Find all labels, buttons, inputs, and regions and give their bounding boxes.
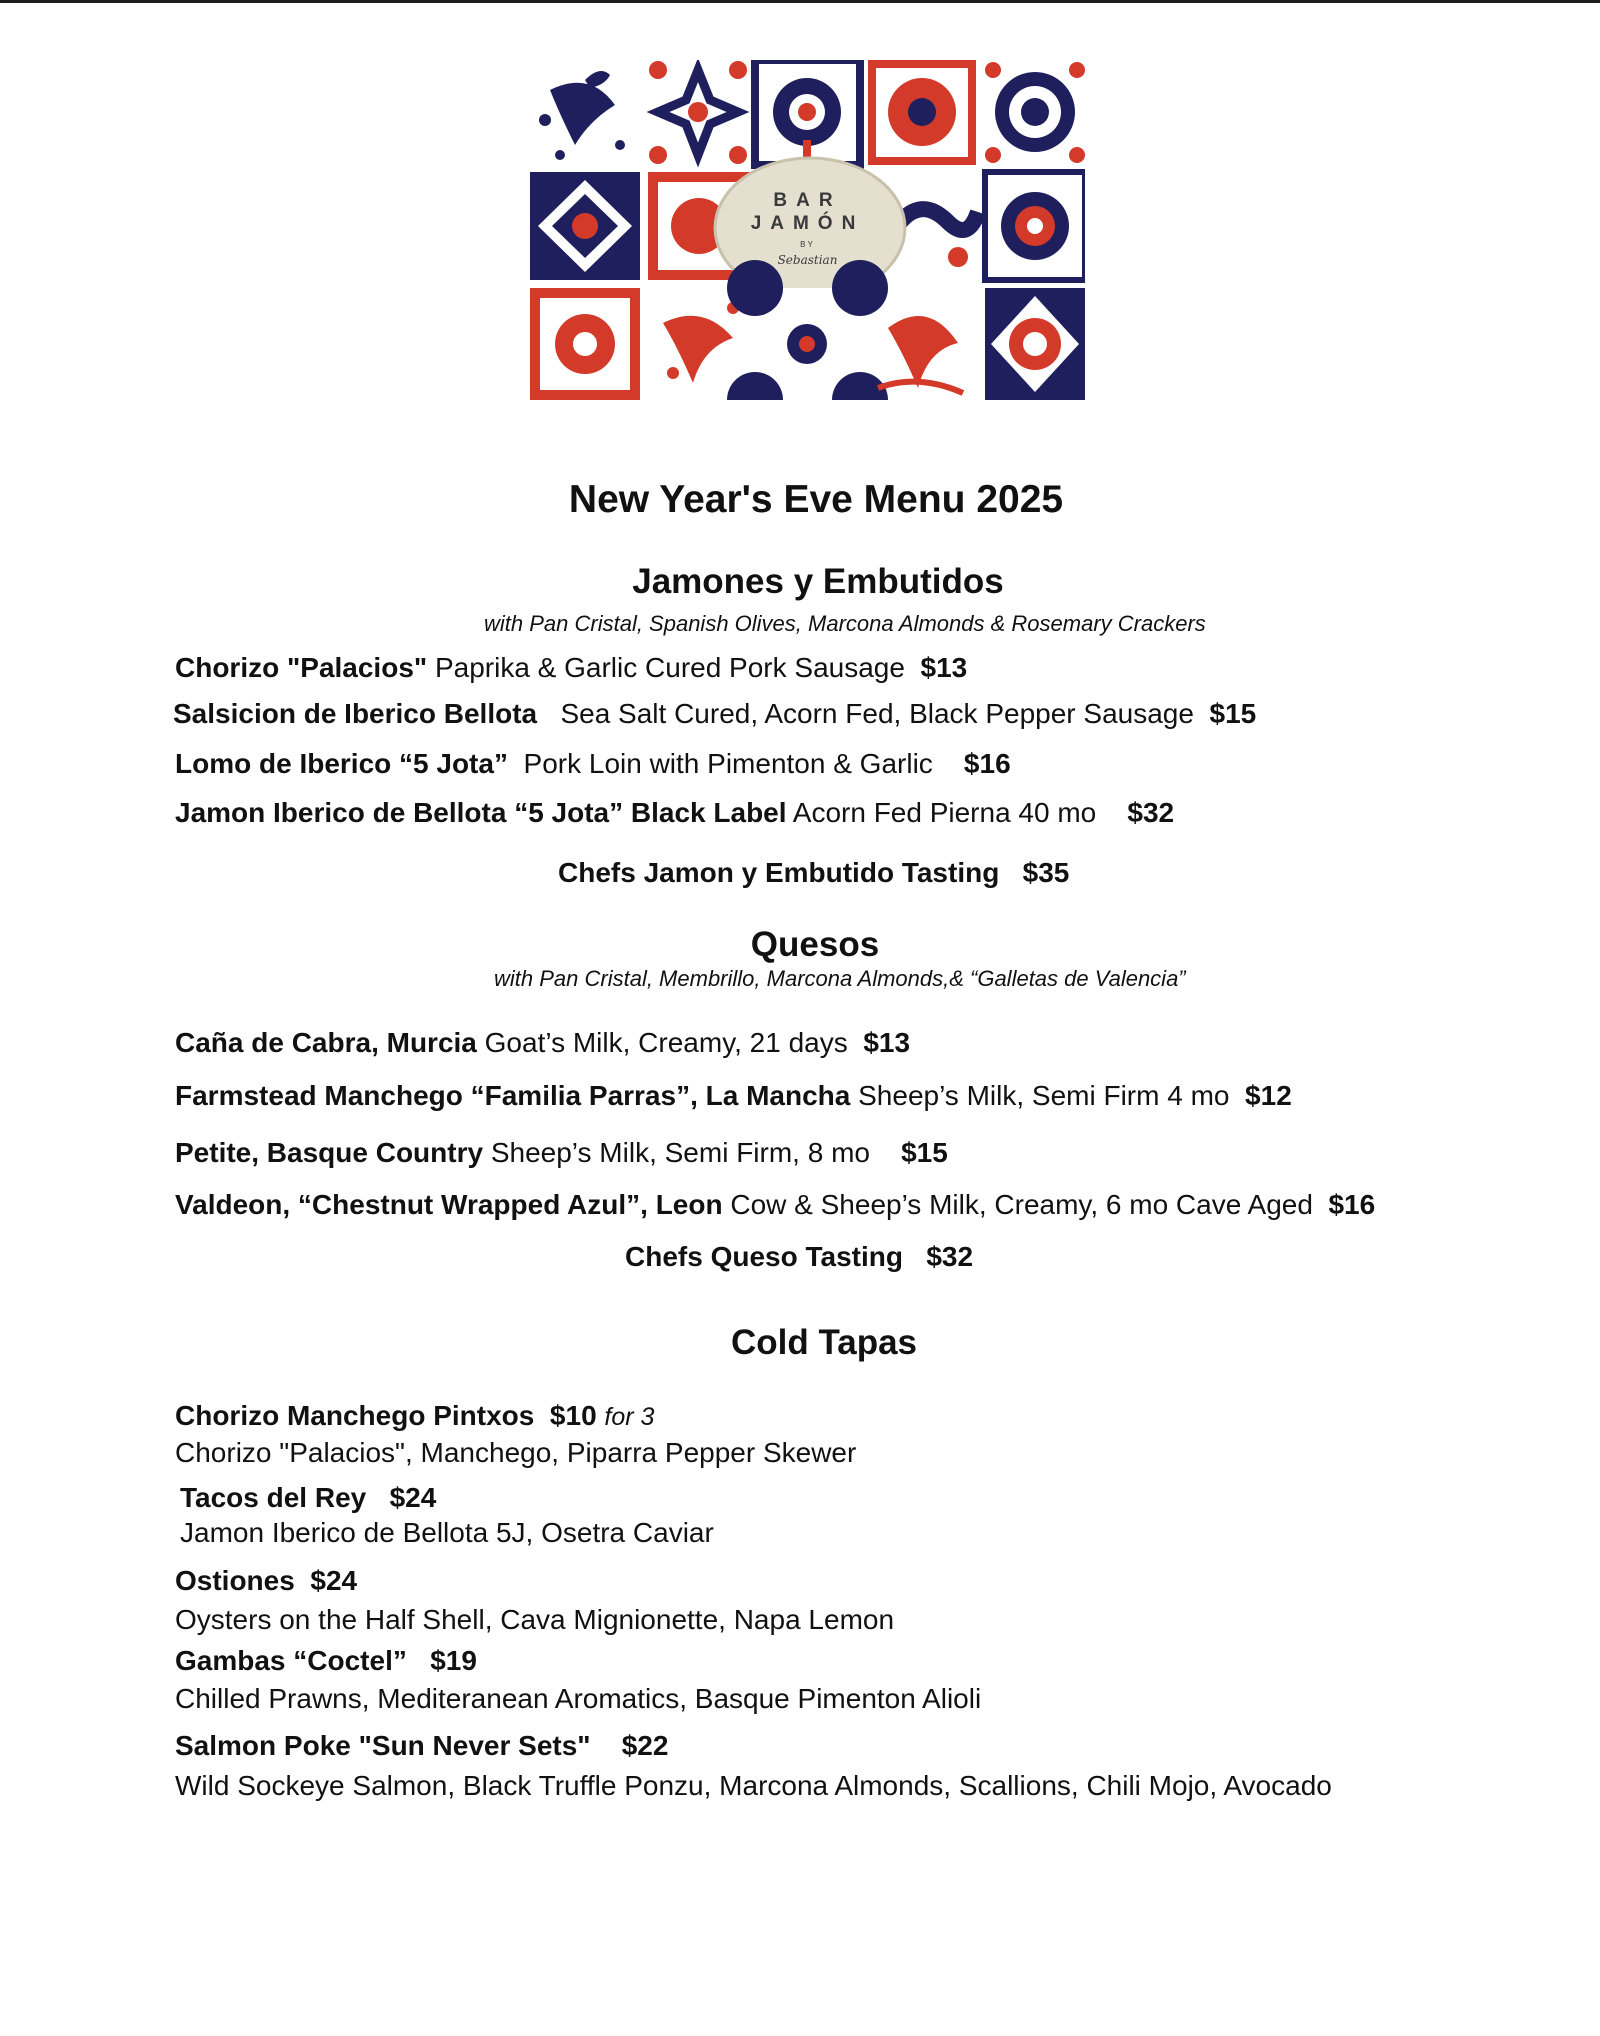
section-heading-jamones: Jamones y Embutidos <box>632 562 1004 601</box>
tapas-item-desc: Chilled Prawns, Mediteranean Aromatics, Basque Pimenton Alioli <box>175 1683 982 1714</box>
item-desc: Sheep’s Milk, Semi Firm 4 mo <box>850 1080 1230 1111</box>
item-price: $13 <box>920 652 968 683</box>
tapas-item-desc: Chorizo "Palacios", Manchego, Piparra Pepper Skewer <box>175 1437 857 1468</box>
logo-by: BY <box>800 240 815 249</box>
tile-bird-red <box>663 302 739 383</box>
menu-item <box>175 1080 1292 1112</box>
item-price: $19 <box>430 1645 477 1676</box>
tasting-quesos <box>625 1241 973 1273</box>
item-name: Salmon Poke "Sun Never Sets" <box>175 1730 591 1761</box>
item-price: $12 <box>1245 1080 1292 1111</box>
tasting-price: $32 <box>926 1241 974 1272</box>
menu-item <box>173 698 1256 730</box>
item-name: Gambas “Coctel” <box>175 1645 407 1676</box>
section-subheading-jamones: with Pan Cristal, Spanish Olives, Marcona Almonds & Rosemary Crackers <box>484 611 1206 636</box>
item-price: $24 <box>389 1482 437 1513</box>
item-name: Petite, Basque Country <box>175 1137 484 1168</box>
tile-red-flower <box>530 288 640 400</box>
tasting-name: Chefs Queso Tasting <box>625 1241 903 1272</box>
menu-item <box>175 797 1174 829</box>
section-heading-cold-tapas: Cold Tapas <box>730 1323 918 1362</box>
item-name: Ostiones <box>175 1565 295 1596</box>
item-desc: Sheep’s Milk, Semi Firm, 8 mo <box>483 1137 870 1168</box>
tile-flower-red <box>868 60 976 165</box>
item-price: $15 <box>901 1137 948 1168</box>
item-name: Chorizo Manchego Pintxos <box>175 1400 535 1431</box>
item-price: $24 <box>310 1565 358 1596</box>
logo-name-line2: JAMÓN <box>750 213 865 234</box>
item-desc: Sea Salt Cured, Acorn Fed, Black Pepper Sausage <box>560 698 1194 729</box>
logo-signature: Sebastian <box>777 253 838 267</box>
tapas-item-title <box>175 1400 654 1432</box>
tasting-name: Chefs Jamon y Embutido Tasting <box>558 857 1000 888</box>
menu-item <box>175 1189 1375 1221</box>
tapas-item-desc: Jamon Iberico de Bellota 5J, Osetra Caviar <box>180 1517 714 1548</box>
item-name: Farmstead Manchego “Familia Parras”, La Mancha <box>175 1080 851 1111</box>
menu-item <box>175 652 967 684</box>
tapas-item-desc: Oysters on the Half Shell, Cava Mignionette, Napa Lemon <box>175 1604 895 1635</box>
logo-name-line1: BAR <box>773 190 842 211</box>
menu-item <box>175 1027 910 1059</box>
item-desc: Pork Loin with Pimenton & Garlic <box>523 748 933 779</box>
tasting-jamones <box>558 857 1069 889</box>
item-name: Salsicion de Iberico Bellota <box>173 698 538 729</box>
item-name: Jamon Iberico de Bellota “5 Jota” Black Label <box>175 797 787 828</box>
tile-medallion <box>985 60 1085 165</box>
page-title: New Year's Eve Menu 2025 <box>568 478 1064 521</box>
item-note: for 3 <box>604 1403 655 1431</box>
tasting-price: $35 <box>1022 857 1070 888</box>
item-price: $10 <box>549 1400 597 1431</box>
item-price: $22 <box>621 1730 669 1761</box>
item-desc: Acorn Fed Pierna 40 mo <box>786 797 1097 828</box>
tapas-item-title <box>175 1645 477 1677</box>
item-price: $16 <box>1328 1189 1376 1220</box>
item-name: Tacos del Rey <box>180 1482 367 1513</box>
tapas-item-title <box>175 1730 668 1762</box>
item-desc: Paprika & Garlic Cured Pork Sausage <box>427 652 905 683</box>
item-name: Valdeon, “Chestnut Wrapped Azul”, Leon <box>175 1189 723 1220</box>
tapas-item-title <box>180 1482 436 1514</box>
bar-jamon-logo <box>530 60 1085 400</box>
section-heading-quesos: Quesos <box>750 925 880 964</box>
tile-diamond-red-navy <box>985 288 1085 400</box>
tile-bird-navy <box>539 71 625 160</box>
menu-item <box>175 1137 948 1169</box>
tile-flower-navy <box>755 60 860 165</box>
section-subheading-quesos: with Pan Cristal, Membrillo, Marcona Almonds,& “Galletas de Valencia” <box>494 966 1186 991</box>
item-name: Lomo de Iberico “5 Jota” <box>175 748 508 779</box>
item-price: $13 <box>863 1027 911 1058</box>
item-price: $32 <box>1127 797 1175 828</box>
item-name: Caña de Cabra, Murcia <box>175 1027 477 1058</box>
tapas-item-desc: Wild Sockeye Salmon, Black Truffle Ponzu, Marcona Almonds, Scallions, Chili Mojo, Avocado <box>175 1770 1332 1801</box>
item-price: $16 <box>963 748 1011 779</box>
tile-bird-red-2 <box>878 316 963 393</box>
item-desc: Goat’s Milk, Creamy, 21 days <box>476 1027 848 1058</box>
item-name: Chorizo "Palacios" <box>175 652 428 683</box>
tile-cross-pattern <box>648 60 748 165</box>
top-border <box>0 0 1600 3</box>
item-desc: Cow & Sheep’s Milk, Creamy, 6 mo Cave Aged <box>722 1189 1313 1220</box>
menu-item <box>175 748 1011 780</box>
item-price: $15 <box>1209 698 1257 729</box>
tapas-item-title <box>175 1565 357 1597</box>
